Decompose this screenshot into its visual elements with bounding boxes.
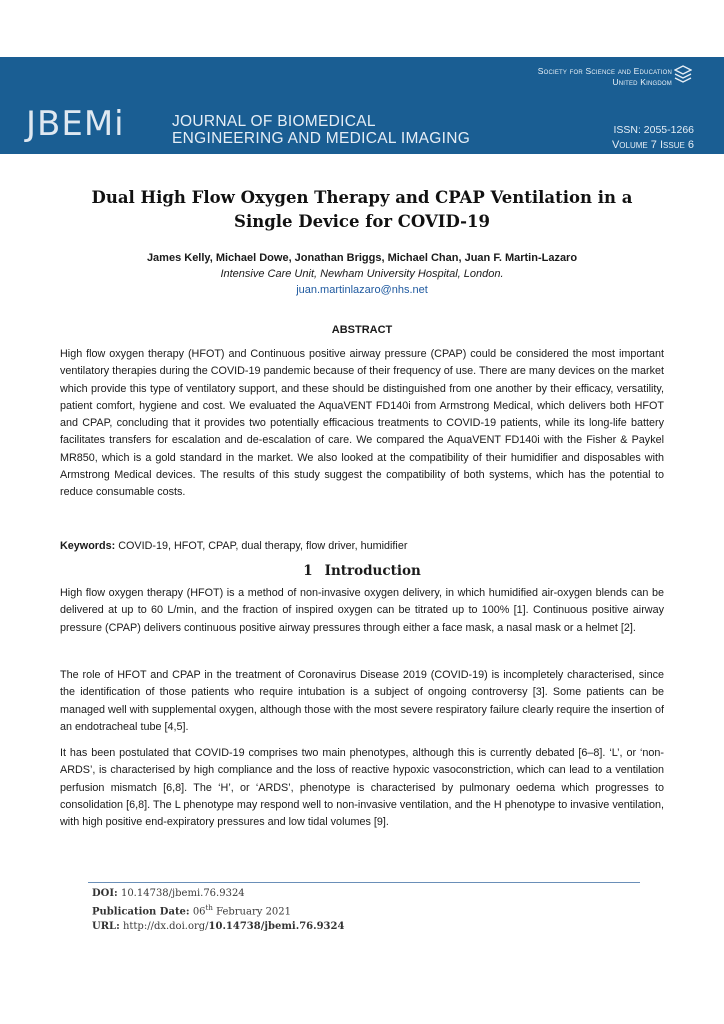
paper-title-line-1: Dual High Flow Oxygen Therapy and CPAP Ventilation in a [91, 188, 633, 207]
abstract-text: High flow oxygen therapy (HFOT) and Continuous positive airway pressure (CPAP) could be considered the most important ventilatory therapies during the COVID-19 pandemic because of their frequency of use. There are many devices on the market which provide this type of ventilatory support, and these should be distinguished from one another by their efficacy, versatility, patient comfort, hygiene and cost. We evaluated the AquaVENT FD140i from Armstrong Medical, which delivers both HFOT and CPAP, concluding that it provides two potentially efficacious treatments to COVID-19 patients, while its long-life battery facilitates transfers for escalation and de-escalation of care. We compared the AquaVENT FD140i with the Fisher & Paykel MR850, which is a gold standard in the market. We also looked at the compatibility of their humidifier and disposables with Armstrong Medical devices. The results of this study suggest the compatibility of both systems, which has the potential to reduce consumable costs. [60, 348, 664, 499]
volume-issue: Volume 7 Issue 6 [611, 139, 694, 151]
journal-abbreviation: JBEMi [26, 104, 125, 144]
intro-paragraph-2: The role of HFOT and CPAP in the treatment of Coronavirus Disease 2019 (COVID-19) is incompletely characterised, since the identification of those patients who require intubation is a subject of ongoing controversy [3]. Some patients can be managed well with supplemental oxygen, although those with the most severe respiratory failure clearly require the insertion of an endotracheal tube [4,5]. [60, 669, 664, 733]
keywords-label: Keywords: [60, 540, 116, 552]
author-names: James Kelly, Michael Dowe, Jonathan Briggs, Michael Chan, Juan F. Martin-Lazaro [146, 252, 578, 264]
footer-block [92, 886, 344, 934]
issn: ISSN: 2055-1266 [613, 124, 694, 136]
society-logo-icon [674, 65, 692, 85]
journal-title-line-1: JOURNAL OF BIOMEDICAL [172, 113, 376, 130]
keywords [60, 540, 664, 552]
footer-divider [88, 882, 640, 883]
keywords-list: COVID-19, HFOT, CPAP, dual therapy, flow driver, humidifier [118, 540, 408, 552]
pubdate-rest: February 2021 [216, 906, 292, 918]
footer-doi [92, 886, 344, 901]
journal-title-line-2: ENGINEERING AND MEDICAL IMAGING [172, 130, 471, 147]
society-line-1: Society for Science and Education [537, 66, 672, 76]
paper-title-line-2: Single Device for COVID-19 [234, 212, 490, 231]
author-email-link[interactable]: juan.martinlazaro@nhs.net [296, 284, 428, 296]
issn-block [612, 123, 694, 153]
pubdate-day: 06 [192, 906, 206, 918]
journal-title [172, 113, 470, 147]
intro-paragraph-3: It has been postulated that COVID-19 comprises two main phenotypes, although this is currently debated [6–8]. ‘L’, or ‘non-ARDS’, is characterised by high compliance and the loss of reactive hypoxic vasoconstriction, which can lead to a ventilation perfusion mismatch [6,8]. The ‘H’, or ‘ARDS’, phenotype is characterised by pulmonary oedema which progresses to consolidation [6,8]. The L phenotype may respond well to non-invasive ventilation, and the H phenotype to invasive ventilation, with high positive end-expiratory pressures and low tidal volumes [9]. [60, 747, 664, 829]
pubdate-suffix: th [205, 904, 213, 912]
abstract-heading: ABSTRACT [331, 324, 393, 336]
footer-publication-date [92, 901, 344, 919]
pubdate-label: Publication Date: [92, 906, 190, 918]
doi-value: 10.14738/jbemi.76.9324 [120, 888, 245, 899]
url-label: URL: [92, 921, 120, 933]
journal-banner [0, 57, 724, 154]
section-number: 1 [303, 563, 313, 579]
doi-label: DOI: [92, 888, 118, 899]
url-prefix: http://dx.doi.org/ [122, 921, 209, 933]
section-heading-introduction [0, 563, 724, 579]
section-title: Introduction [324, 563, 421, 579]
society-name [538, 66, 672, 88]
affiliation: Intensive Care Unit, Newham University Hospital, London. [220, 268, 504, 280]
url-doi: 10.14738/jbemi.76.9324 [208, 921, 345, 933]
paper-title [80, 186, 644, 234]
society-line-2: United Kingdom [612, 77, 672, 87]
footer-url [92, 919, 344, 934]
author-block [0, 250, 724, 298]
intro-paragraph-1: High flow oxygen therapy (HFOT) is a method of non-invasive oxygen delivery, in which humidified air-oxygen blends can be delivered at up to 60 L/min, and the fraction of inspired oxygen can be titrated up to 100% [1]. Continuous positive airway pressure (CPAP) delivers continuous positive airway pressures through either a face mask, a nasal mask or a helmet [2]. [60, 587, 664, 634]
url-link[interactable] [123, 921, 344, 932]
